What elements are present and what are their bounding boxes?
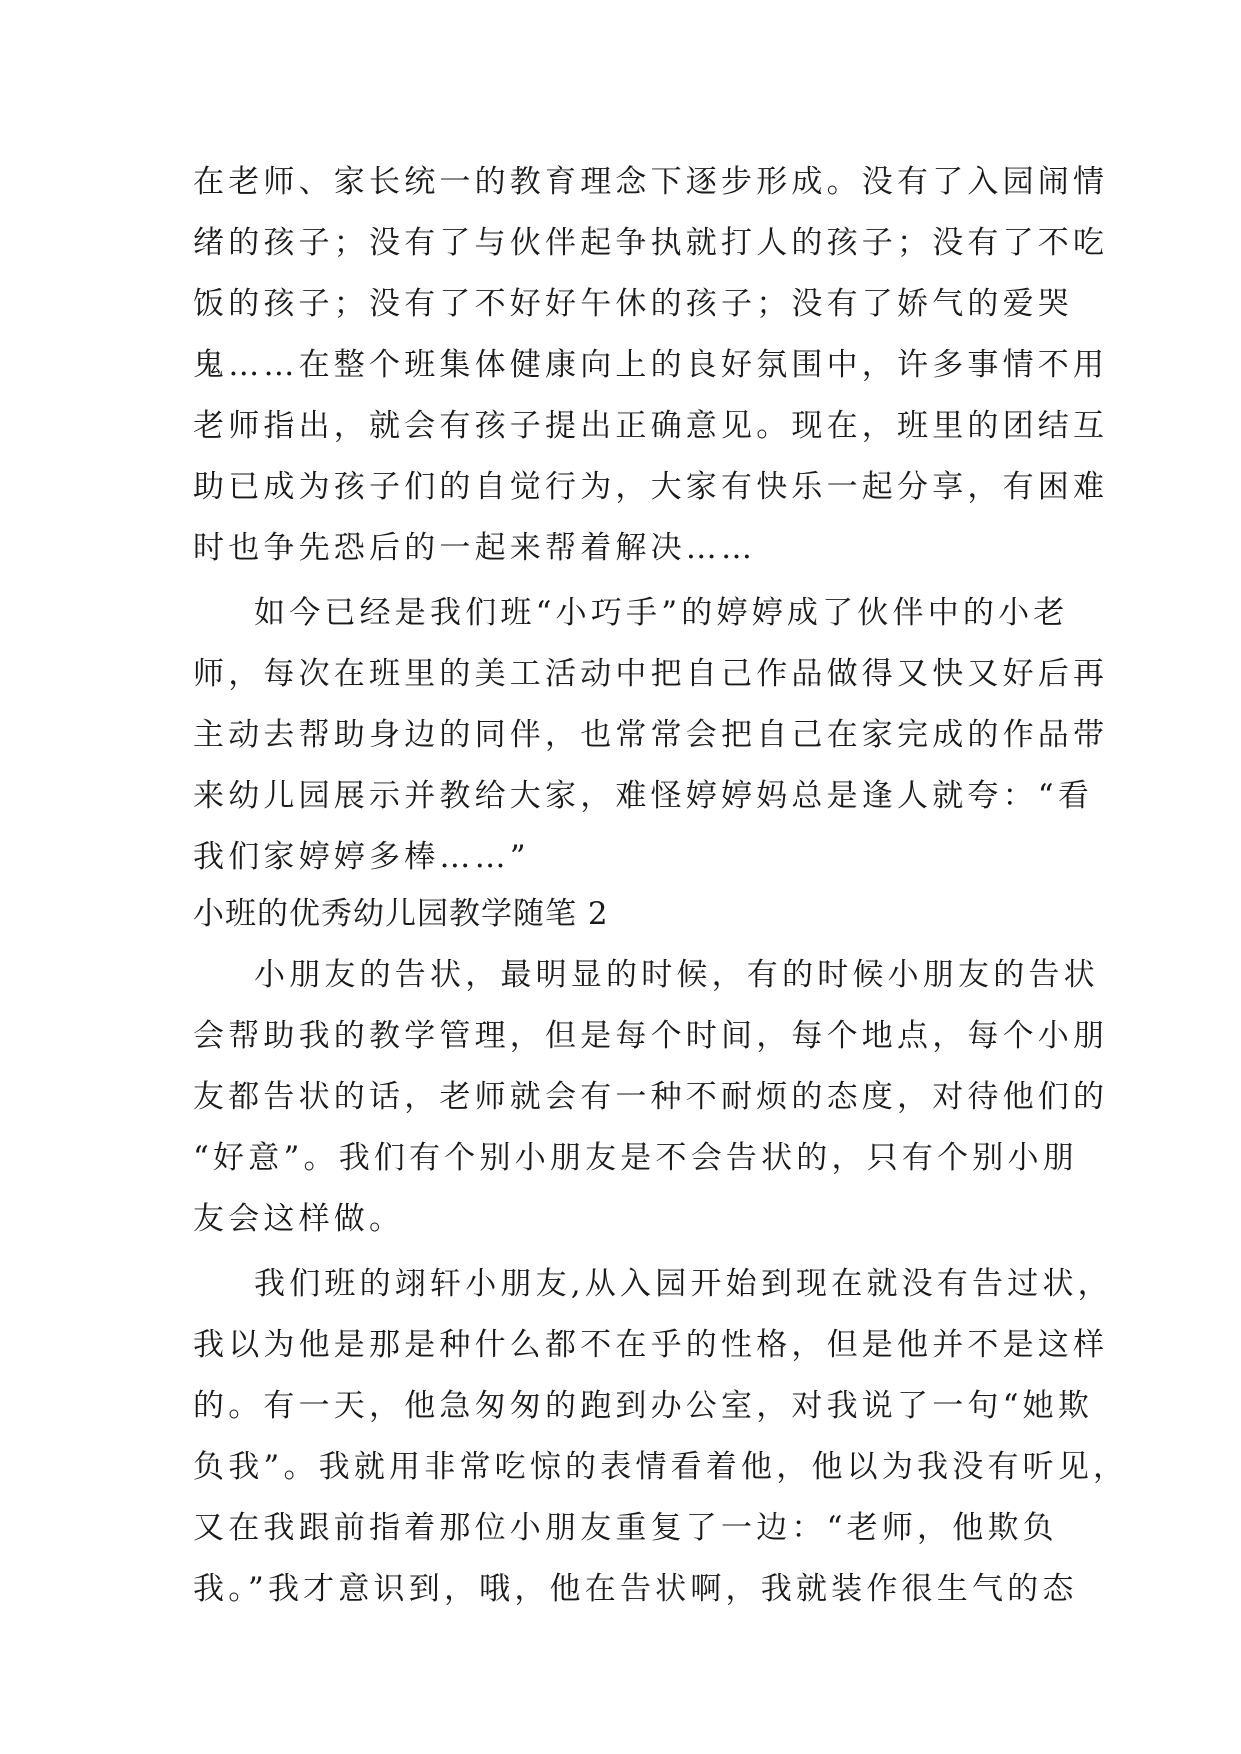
paragraph-first-line: 小朋友的告状，最明显的时候，有的时候小朋友的告状 xyxy=(254,957,1099,993)
paragraph-first-line: 我们班的翊轩小朋友,从入园开始到现在就没有告过状， xyxy=(254,1266,1113,1302)
text-line: 我。”我才意识到，哦，他在告状啊，我就装作很生气的态 xyxy=(193,1571,1078,1607)
text-line: 我以为他是那是种什么都不在乎的性格，但是他并不是这样 xyxy=(193,1327,1109,1363)
text-line: 时也争先恐后的一起来帮着解决…… xyxy=(193,530,757,566)
section-heading: 小班的优秀幼儿园教学随笔 2 xyxy=(193,896,609,932)
paragraph-first-line: 如今已经是我们班“小巧手”的婷婷成了伙伴中的小老 xyxy=(254,595,1069,631)
text-line: 师，每次在班里的美工活动中把自己作品做得又快又好后再 xyxy=(193,656,1109,692)
text-line: 我们家婷婷多棒……” xyxy=(193,839,530,875)
text-line: 友会这样做。 xyxy=(193,1201,405,1237)
text-line: 负我”。我就用非常吃惊的表情看着他，他以为我没有听见， xyxy=(193,1449,1129,1485)
text-line: 主动去帮助身边的同伴，也常常会把自己在家完成的作品带 xyxy=(193,717,1109,753)
text-line: 会帮助我的教学管理，但是每个时间，每个地点，每个小朋 xyxy=(193,1018,1109,1054)
text-line: 在老师、家长统一的教育理念下逐步形成。没有了入园闹情 xyxy=(193,164,1109,200)
text-line: 饭的孩子；没有了不好好午休的孩子；没有了娇气的爱哭 xyxy=(193,286,1073,322)
text-line: 又在我跟前指着那位小朋友重复了一边：“老师，他欺负 xyxy=(193,1510,1058,1546)
text-line: 绪的孩子；没有了与伙伴起争执就打人的孩子；没有了不吃 xyxy=(193,225,1109,261)
text-line: 友都告状的话，老师就会有一种不耐烦的态度，对待他们的 xyxy=(193,1079,1109,1115)
text-line: 鬼……在整个班集体健康向上的良好氛围中，许多事情不用 xyxy=(193,347,1109,383)
text-line: 老师指出，就会有孩子提出正确意见。现在，班里的团结互 xyxy=(193,408,1109,444)
text-line: 助已成为孩子们的自觉行为，大家有快乐一起分享，有困难 xyxy=(193,469,1109,505)
text-line: 的。有一天，他急匆匆的跑到办公室，对我说了一句“她欺 xyxy=(193,1388,1094,1424)
text-line: “好意”。我们有个别小朋友是不会告状的，只有个别小朋 xyxy=(193,1140,1078,1176)
text-line: 来幼儿园展示并教给大家，难怪婷婷妈总是逢人就夸：“看 xyxy=(193,778,1094,814)
